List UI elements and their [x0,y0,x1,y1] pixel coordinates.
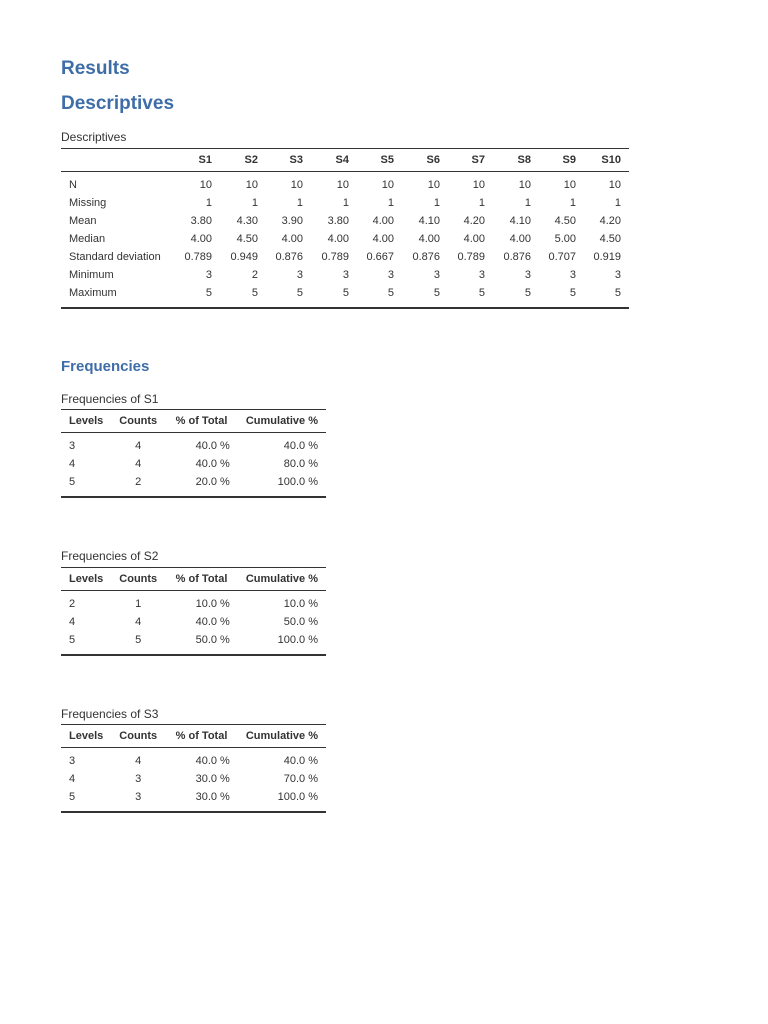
table-cell: 1 [296,197,303,209]
table-cell: 4.20 [463,215,485,227]
table-cell: 10.0 % [283,598,318,610]
table-cell: 0.707 [548,251,576,263]
table-cell: 1 [251,197,258,209]
column-header: Counts [111,725,165,748]
table-cell: 3 [433,269,440,281]
table-cell: 5 [584,284,629,308]
column-header: % of Total [165,725,238,748]
table-cell: 10 [199,179,212,191]
table-cell: 4.30 [236,215,258,227]
table-row [61,266,629,284]
freq-table-caption-s3: Frequencies of S3 [61,707,159,721]
table-cell: 10 [518,179,531,191]
table-cell: 4 [135,440,142,452]
table-cell: 50.0 % [165,631,238,655]
frequencies-table-s1 [61,409,326,498]
table-cell: 10 [472,179,485,191]
table-cell: 40.0 % [195,440,230,452]
table-cell: 4.10 [509,215,531,227]
table-cell: 1 [524,197,531,209]
table-cell: 0.876 [412,251,440,263]
table-cell: 0.789 [184,251,212,263]
column-header: Levels [61,725,111,748]
table-header-row [61,149,629,172]
table-cell: 4.50 [599,233,621,245]
table-cell: 4 [135,755,142,767]
column-header: S2 [220,149,266,172]
descriptives-table [61,148,629,309]
frequencies-heading: Frequencies [61,358,150,375]
results-heading: Results [61,58,130,79]
row-label-header [61,149,175,172]
table-cell: 0.876 [503,251,531,263]
row-label: Minimum [69,269,114,281]
table-cell: 4 [69,458,76,470]
table-cell: 1 [135,598,142,610]
table-cell: 5 [493,284,539,308]
table-cell: 4 [135,458,142,470]
column-header: S5 [357,149,402,172]
table-cell: 3 [387,269,394,281]
table-cell: 5 [61,473,111,497]
table-cell: 100.0 % [238,631,326,655]
table-cell: 3 [296,269,303,281]
table-header-row [61,410,326,433]
table-cell: 3 [614,269,621,281]
table-header-row [61,568,326,591]
column-header: Levels [61,568,111,591]
table-cell: 4.00 [190,233,212,245]
table-cell: 5 [175,284,220,308]
table-cell: 5 [539,284,584,308]
table-cell: 5 [61,788,111,812]
table-row [61,172,629,195]
table-cell: 0.949 [230,251,258,263]
table-row [61,284,629,308]
table-row [61,473,326,497]
table-cell: 0.667 [366,251,394,263]
table-cell: 4 [69,616,76,628]
table-cell: 4.00 [281,233,303,245]
table-cell: 2 [69,598,76,610]
table-row [61,230,629,248]
row-label: Missing [69,197,107,209]
table-row [61,212,629,230]
table-cell: 0.789 [321,251,349,263]
table-row [61,631,326,655]
table-cell: 2 [111,473,165,497]
column-header: Cumulative % [238,568,326,591]
table-cell: 4.10 [418,215,440,227]
table-cell: 5.00 [554,233,576,245]
column-header: S9 [539,149,584,172]
frequencies-table-s3 [61,724,326,813]
table-row [61,748,326,771]
row-label: Mean [69,215,97,227]
table-cell: 4.00 [463,233,485,245]
table-row [61,194,629,212]
table-cell: 5 [357,284,402,308]
table-row [61,770,326,788]
descriptives-heading: Descriptives [61,93,175,114]
table-cell: 10 [245,179,258,191]
column-header: Counts [111,410,165,433]
row-label: N [69,179,77,191]
table-cell: 1 [614,197,621,209]
table-cell: 4.50 [554,215,576,227]
table-cell: 1 [387,197,394,209]
table-cell: 5 [402,284,448,308]
table-cell: 50.0 % [283,616,318,628]
table-cell: 4 [69,773,76,785]
descriptives-table-caption: Descriptives [61,130,127,144]
table-cell: 3.90 [281,215,303,227]
table-cell: 1 [478,197,485,209]
table-cell: 5 [111,631,165,655]
table-cell: 5 [266,284,311,308]
table-row [61,248,629,266]
table-cell: 4 [135,616,142,628]
table-cell: 3.80 [190,215,212,227]
table-cell: 5 [220,284,266,308]
table-row [61,591,326,614]
column-header: Counts [111,568,165,591]
row-label: Maximum [61,284,175,308]
table-cell: 100.0 % [238,473,326,497]
table-cell: 40.0 % [195,458,230,470]
row-label: Median [69,233,106,245]
table-cell: 4.00 [372,215,394,227]
column-header: % of Total [165,568,238,591]
table-cell: 10 [608,179,621,191]
table-row [61,433,326,456]
table-cell: 1 [569,197,576,209]
table-cell: 3 [524,269,531,281]
column-header: S1 [175,149,220,172]
table-cell: 0.876 [275,251,303,263]
frequencies-table-s2 [61,567,326,656]
table-cell: 20.0 % [165,473,238,497]
table-cell: 80.0 % [283,458,318,470]
table-cell: 4.00 [418,233,440,245]
table-cell: 0.789 [457,251,485,263]
freq-table-caption-s2: Frequencies of S2 [61,549,159,563]
table-cell: 1 [433,197,440,209]
column-header: S4 [311,149,357,172]
table-cell: 3 [342,269,349,281]
table-cell: 3 [205,269,212,281]
table-cell: 4.00 [327,233,349,245]
row-label: Standard deviation [69,251,161,263]
table-cell: 3.80 [327,215,349,227]
table-cell: 40.0 % [195,755,230,767]
column-header: Levels [61,410,111,433]
table-cell: 10 [336,179,349,191]
table-row [61,613,326,631]
column-header: % of Total [165,410,238,433]
table-cell: 10 [381,179,394,191]
freq-table-caption-s1: Frequencies of S1 [61,392,159,406]
table-header-row [61,725,326,748]
table-cell: 10 [290,179,303,191]
descriptives-table-body [61,172,629,309]
table-cell: 10.0 % [195,598,230,610]
table-cell: 40.0 % [283,440,318,452]
table-cell: 10 [427,179,440,191]
table-cell: 70.0 % [283,773,318,785]
table-cell: 0.919 [593,251,621,263]
table-cell: 4.50 [236,233,258,245]
table-cell: 3 [569,269,576,281]
table-cell: 1 [205,197,212,209]
table-row [61,788,326,812]
table-cell: 100.0 % [238,788,326,812]
table-cell: 40.0 % [195,616,230,628]
table-cell: 40.0 % [283,755,318,767]
table-cell: 30.0 % [195,773,230,785]
table-cell: 3 [69,440,76,452]
column-header: S8 [493,149,539,172]
table-cell: 30.0 % [165,788,238,812]
table-cell: 5 [61,631,111,655]
table-cell: 3 [478,269,485,281]
table-cell: 4.00 [372,233,394,245]
column-header: Cumulative % [238,410,326,433]
table-row [61,455,326,473]
column-header: S6 [402,149,448,172]
column-header: Cumulative % [238,725,326,748]
column-header: S7 [448,149,493,172]
table-cell: 4.20 [599,215,621,227]
table-cell: 3 [111,788,165,812]
column-header: S10 [584,149,629,172]
table-cell: 2 [251,269,258,281]
table-cell: 3 [135,773,142,785]
table-cell: 3 [69,755,76,767]
table-cell: 5 [448,284,493,308]
table-cell: 10 [563,179,576,191]
table-cell: 5 [311,284,357,308]
table-cell: 4.00 [509,233,531,245]
column-header: S3 [266,149,311,172]
table-cell: 1 [342,197,349,209]
